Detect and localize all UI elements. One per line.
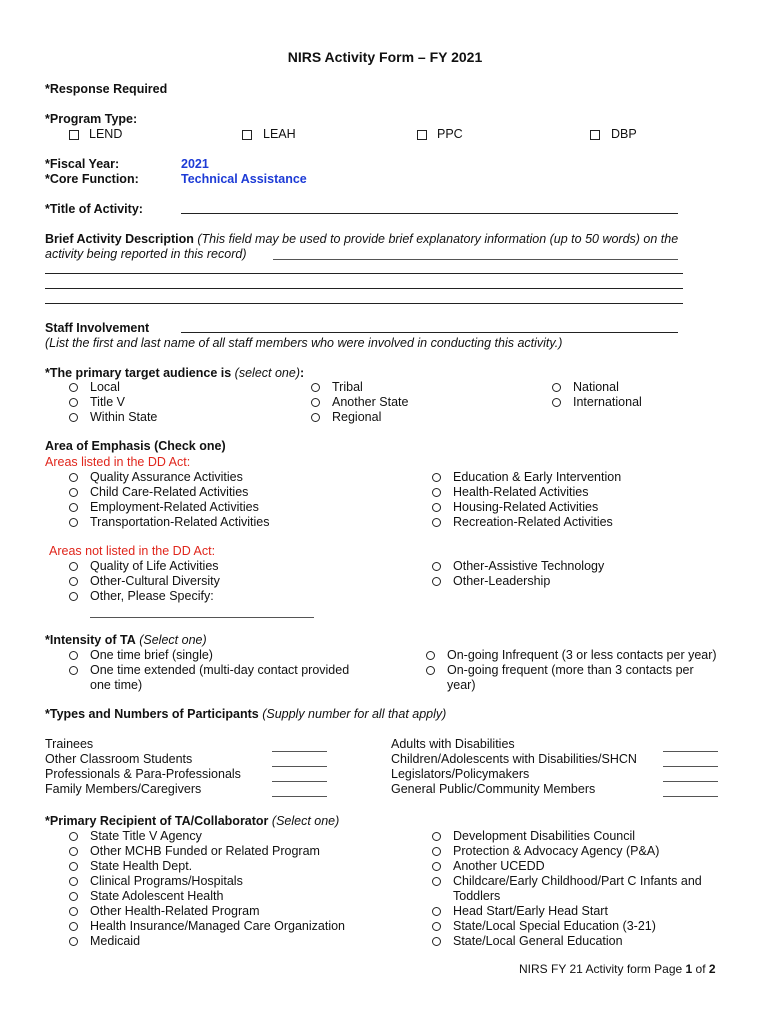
- radio-icon[interactable]: [432, 907, 441, 916]
- brief-description-label: Brief Activity Description (This field may be used to provide brief explanatory information (up to 50 words) on the: [45, 232, 679, 246]
- radio-icon[interactable]: [69, 922, 78, 931]
- radio-icon[interactable]: [69, 892, 78, 901]
- recipient-label: *Primary Recipient of TA/Collaborator (Select one): [45, 814, 340, 828]
- family-count-field[interactable]: [272, 796, 327, 797]
- radio-icon[interactable]: [432, 922, 441, 931]
- brief-description-field-line-2[interactable]: [45, 273, 683, 274]
- participant-children-disabilities-label: Children/Adolescents with Disabilities/SHCN: [391, 752, 637, 766]
- radio-icon[interactable]: [69, 562, 78, 571]
- general-public-count-field[interactable]: [663, 796, 718, 797]
- participant-trainees-label: Trainees: [45, 737, 94, 751]
- title-of-activity-field[interactable]: [181, 213, 678, 214]
- radio-icon[interactable]: [432, 518, 441, 527]
- radio-icon[interactable]: [69, 503, 78, 512]
- core-function-label: *Core Function:: [45, 172, 139, 186]
- page-footer: NIRS FY 21 Activity form Page 1 of 2: [519, 962, 716, 976]
- participant-general-public-label: General Public/Community Members: [391, 782, 596, 796]
- page-title: NIRS Activity Form – FY 2021: [287, 49, 483, 65]
- checkbox-icon[interactable]: [590, 130, 600, 140]
- radio-icon[interactable]: [311, 383, 320, 392]
- radio-icon[interactable]: [69, 877, 78, 886]
- checkbox-icon[interactable]: [242, 130, 252, 140]
- radio-icon[interactable]: [432, 473, 441, 482]
- radio-icon[interactable]: [69, 577, 78, 586]
- children-count-field[interactable]: [663, 766, 718, 767]
- participant-legislators-label: Legislators/Policymakers: [391, 767, 530, 781]
- radio-icon[interactable]: [432, 847, 441, 856]
- radio-icon[interactable]: [432, 832, 441, 841]
- trainees-count-field[interactable]: [272, 751, 327, 752]
- area-of-emphasis-label: Area of Emphasis (Check one): [45, 439, 226, 453]
- core-function-value[interactable]: Technical Assistance: [181, 172, 307, 186]
- target-audience-label: *The primary target audience is (select one):: [45, 366, 305, 380]
- checkbox-icon[interactable]: [417, 130, 427, 140]
- brief-description-field-line-4[interactable]: [45, 303, 683, 304]
- radio-icon[interactable]: [69, 413, 78, 422]
- radio-icon[interactable]: [432, 877, 441, 886]
- dd-act-areas-label: Areas listed in the DD Act:: [45, 455, 191, 469]
- radio-icon[interactable]: [69, 862, 78, 871]
- radio-icon[interactable]: [426, 666, 435, 675]
- brief-description-field-line-1[interactable]: [273, 259, 678, 260]
- radio-icon[interactable]: [69, 666, 78, 675]
- radio-icon[interactable]: [69, 651, 78, 660]
- intensity-label: *Intensity of TA (Select one): [45, 633, 207, 647]
- staff-involvement-hint: (List the first and last name of all staff members who were involved in conducting this activity.): [45, 336, 563, 350]
- program-type-label: *Program Type:: [45, 112, 138, 126]
- classroom-students-count-field[interactable]: [272, 766, 327, 767]
- radio-icon[interactable]: [69, 937, 78, 946]
- radio-icon[interactable]: [432, 862, 441, 871]
- checkbox-icon[interactable]: [69, 130, 79, 140]
- radio-icon[interactable]: [432, 503, 441, 512]
- radio-icon[interactable]: [69, 832, 78, 841]
- other-specify-field[interactable]: [90, 617, 314, 618]
- radio-icon[interactable]: [69, 473, 78, 482]
- radio-icon[interactable]: [311, 413, 320, 422]
- radio-icon[interactable]: [69, 592, 78, 601]
- brief-description-field-line-3[interactable]: [45, 288, 683, 289]
- radio-icon[interactable]: [69, 398, 78, 407]
- participant-adults-disabilities-label: Adults with Disabilities: [391, 737, 515, 751]
- radio-icon[interactable]: [552, 383, 561, 392]
- staff-involvement-field[interactable]: [181, 332, 678, 333]
- staff-involvement-label: Staff Involvement: [45, 321, 150, 335]
- radio-icon[interactable]: [426, 651, 435, 660]
- professionals-count-field[interactable]: [272, 781, 327, 782]
- radio-icon[interactable]: [432, 488, 441, 497]
- radio-icon[interactable]: [69, 518, 78, 527]
- participant-family-label: Family Members/Caregivers: [45, 782, 202, 796]
- legislators-count-field[interactable]: [663, 781, 718, 782]
- radio-icon[interactable]: [432, 937, 441, 946]
- radio-icon[interactable]: [432, 577, 441, 586]
- adults-count-field[interactable]: [663, 751, 718, 752]
- radio-icon[interactable]: [432, 562, 441, 571]
- participant-classroom-students-label: Other Classroom Students: [45, 752, 193, 766]
- brief-description-hint: activity being reported in this record): [45, 247, 247, 261]
- participants-label: *Types and Numbers of Participants (Supply number for all that apply): [45, 707, 447, 721]
- radio-icon[interactable]: [69, 847, 78, 856]
- radio-icon[interactable]: [311, 398, 320, 407]
- not-dd-act-areas-label: Areas not listed in the DD Act:: [49, 544, 216, 558]
- fiscal-year-value[interactable]: 2021: [181, 157, 209, 171]
- radio-icon[interactable]: [552, 398, 561, 407]
- radio-icon[interactable]: [69, 907, 78, 916]
- response-required-note: *Response Required: [45, 82, 168, 96]
- title-of-activity-label: *Title of Activity:: [45, 202, 143, 216]
- radio-icon[interactable]: [69, 383, 78, 392]
- fiscal-year-label: *Fiscal Year:: [45, 157, 120, 171]
- participant-professionals-label: Professionals & Para-Professionals: [45, 767, 241, 781]
- radio-icon[interactable]: [69, 488, 78, 497]
